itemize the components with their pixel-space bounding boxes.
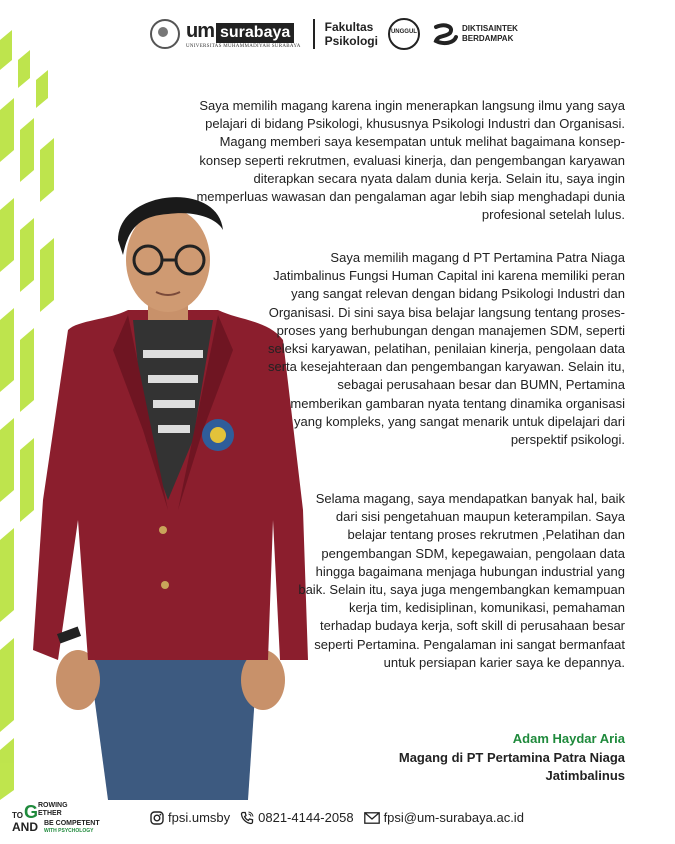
email-contact[interactable] xyxy=(364,810,524,825)
logo-surabaya: surabaya xyxy=(216,23,294,43)
dikti-logo-icon xyxy=(432,21,458,47)
tagline-competent: BE COMPETENT xyxy=(44,820,100,827)
faculty-line1: Fakultas xyxy=(324,20,374,34)
testimonial-paragraph-2: Saya memilih magang d PT Pertamina Patra Niaga Jatimbalinus Fungsi Human Capital ini karena memiliki peran yang sangat relevan dengan bidang Psikologi Industri dan Organisasi. Di sini saya bisa belajar langsung tentang proses-proses yang berhubungan dengan manajemen SDM, seperti seleksi karyawan, pelatihan, penilaian kinerja, pengolaan data serta kesejahteraan dan pengembangan karyawan. Selain itu, sebagai perusahaan besar dan BUMN, Pertamina memberikan gambaran nyata tentang dinamika organisasi yang kompleks, yang sangat menarik untuk dipelajari dari perspektif psikologi. xyxy=(267,250,625,448)
tagline-g: G xyxy=(24,802,39,822)
mail-icon xyxy=(364,812,380,824)
faculty-name xyxy=(325,20,378,48)
testimonial-paragraph-1: Saya memilih magang karena ingin menerapkan langsung ilmu yang saya pelajari di bidang Psikologi, khususnya Psikologi Industri dan Organisasi. Magang memberi saya kesempatan untuk melihat bagaimana konsep-konsep seperti rekrutmen, evaluasi kinerja, dan pengembangan karyawan diterapkan secara nyata dalam dunia kerja. Selain itu, saya ingin memperluas wawasan dan pengalaman agar lebih siap menghadapi dunia profesional setelah lulus. xyxy=(196,98,625,223)
email-address: fpsi@um-surabaya.ac.id xyxy=(383,810,524,825)
tagline-rowing: ROWING xyxy=(38,802,68,809)
footer-tagline-logo xyxy=(12,800,122,834)
instagram-handle: fpsi.umsby xyxy=(168,810,231,825)
tagline-and: AND xyxy=(12,820,38,834)
instagram-contact[interactable] xyxy=(150,810,230,825)
header-divider xyxy=(313,19,315,49)
logo-university-full: UNIVERSITAS MUHAMMADIYAH SURABAYA xyxy=(186,43,301,49)
header-logos xyxy=(150,14,518,54)
testimonial-paragraph-3: Selama magang, saya mendapatkan banyak hal, baik dari sisi pengetahuan maupun keterampilan. Saya belajar tentang proses rekrutmen ,Pelatihan dan pengembangan SDM, kepegawaian, pengolaan data hingga bagaimana menjaga hubungan industrial yang baik. Selain itu, saya juga mengembangkan kemampuan kerja tim, kedisiplinan, komunikasi, pemahaman terhadap budaya kerja, soft skill di perusahaan besar seperti Pertamina. Pengalaman ini sangat bermanfaat untuk persiapan karier saya ke depannya. xyxy=(298,491,625,670)
phone-contact[interactable] xyxy=(240,810,353,825)
accreditation-label: UNGGUL xyxy=(390,29,417,35)
university-seal-icon xyxy=(150,19,180,49)
instagram-icon xyxy=(150,811,164,825)
logo-um: um xyxy=(186,19,214,42)
dikti-line1: DIKTISAINTEK xyxy=(461,24,518,33)
student-role: Magang di PT Pertamina Patra Niaga Jatimbalinus xyxy=(398,750,625,783)
accreditation-badge-icon xyxy=(388,18,420,50)
faculty-line2: Psikologi xyxy=(324,34,378,48)
student-name: Adam Haydar Aria xyxy=(512,731,625,746)
um-surabaya-logo xyxy=(186,20,301,49)
dikti-text xyxy=(462,24,518,44)
phone-icon xyxy=(240,811,254,825)
tagline-to: TO xyxy=(12,811,23,820)
phone-number: 0821-4144-2058 xyxy=(258,810,354,825)
tagline-psychology: WITH PSYCHOLOGY xyxy=(44,828,94,834)
dikti-line2: BERDAMPAK xyxy=(461,34,514,43)
tagline-ether: ETHER xyxy=(38,810,62,817)
footer-contacts xyxy=(150,810,534,825)
